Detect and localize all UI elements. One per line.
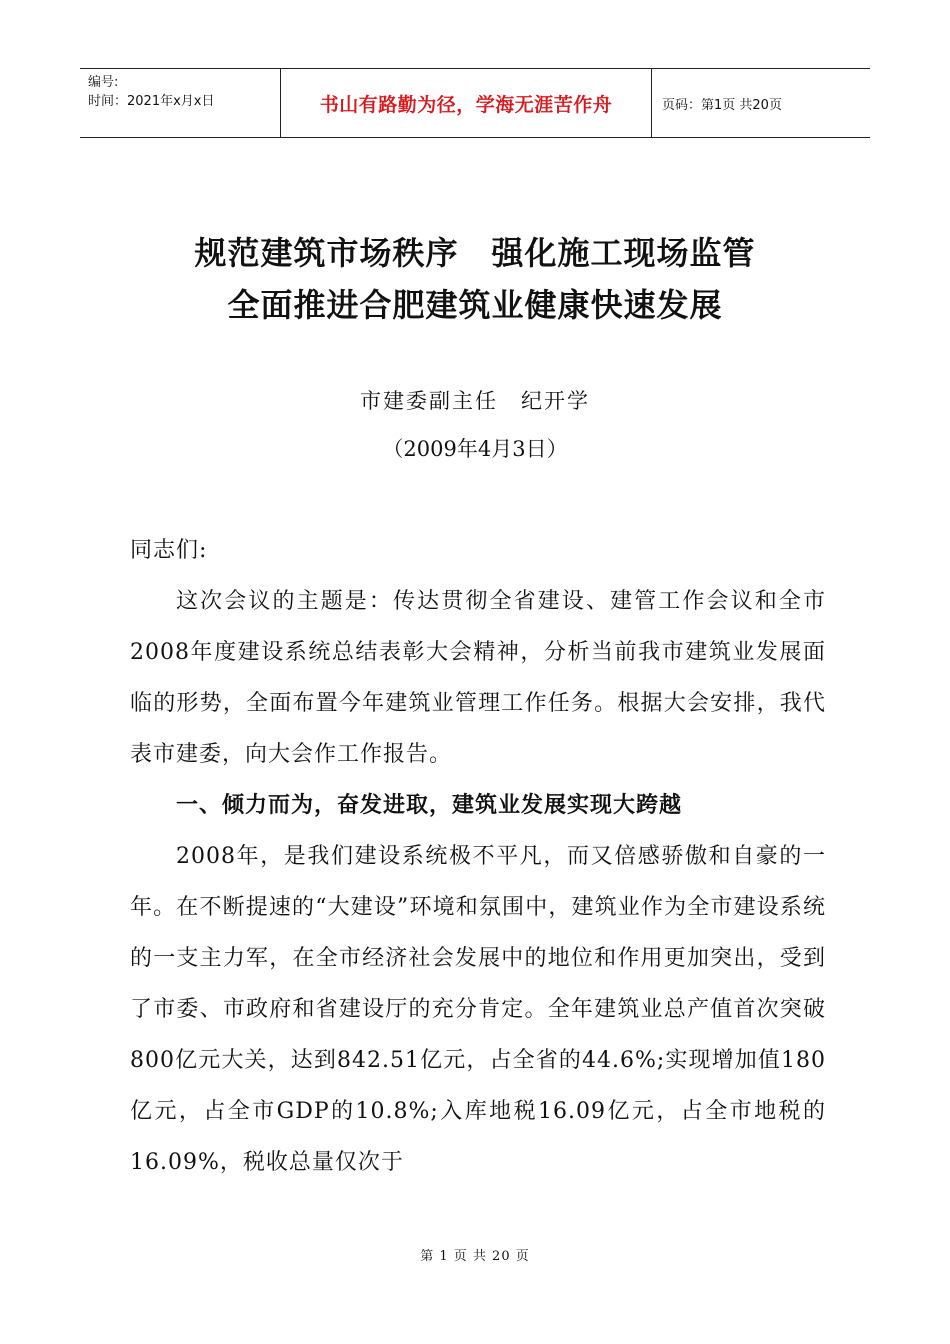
author-line: 市建委副主任 纪开学 [360,389,590,413]
paragraph: 2008年，是我们建设系统极不平凡，而又倍感骄傲和自豪的一年。在不断提速的“大建设”环境和氛围中，建筑业作为全市建设系统的一支主力军，在全市经济社会发展中的地位和作用更加突出，受到了市委、市政府和省建设厅的充分肯定。全年建筑业总产值首次突破800亿元大关，达到842.51亿元，占全省的44.6%;实现增加值180亿元，占全市GDP的10.8%;入库地税16.09亿元，占全市地税的16.09%，税收总量仅次于 [130,844,826,1175]
document-title-line1: 规范建筑市场秩序 强化施工现场监管 [194,234,756,272]
document-header [80,68,870,138]
date-line: （2009年4月3日） [382,437,568,461]
document-body [130,525,826,1188]
paragraph: 这次会议的主题是：传达贯彻全省建设、建管工作会议和全市2008年度建设系统总结表彰大会精神，分析当前我市建筑业发展面临的形势，全面布置今年建筑业管理工作任务。根据大会安排，我代表市建委，向大会作工作报告。 [130,589,826,767]
section-heading: 一、倾力而为，奋发进取，建筑业发展实现大跨越 [176,793,683,818]
header-page-info: 页码：第1页 共20页 [662,97,782,113]
time-label: 时间：2021年x月x日 [88,94,215,109]
salutation: 同志们: [130,538,208,563]
page-footer: 第 1 页 共 20 页 [420,1249,530,1264]
number-label: 编号: [88,75,119,90]
document-title-line2: 全面推进合肥建筑业健康快速发展 [227,286,723,324]
header-motto: 书山有路勤为径，学海无涯苦作舟 [280,69,652,137]
header-meta [80,69,280,137]
